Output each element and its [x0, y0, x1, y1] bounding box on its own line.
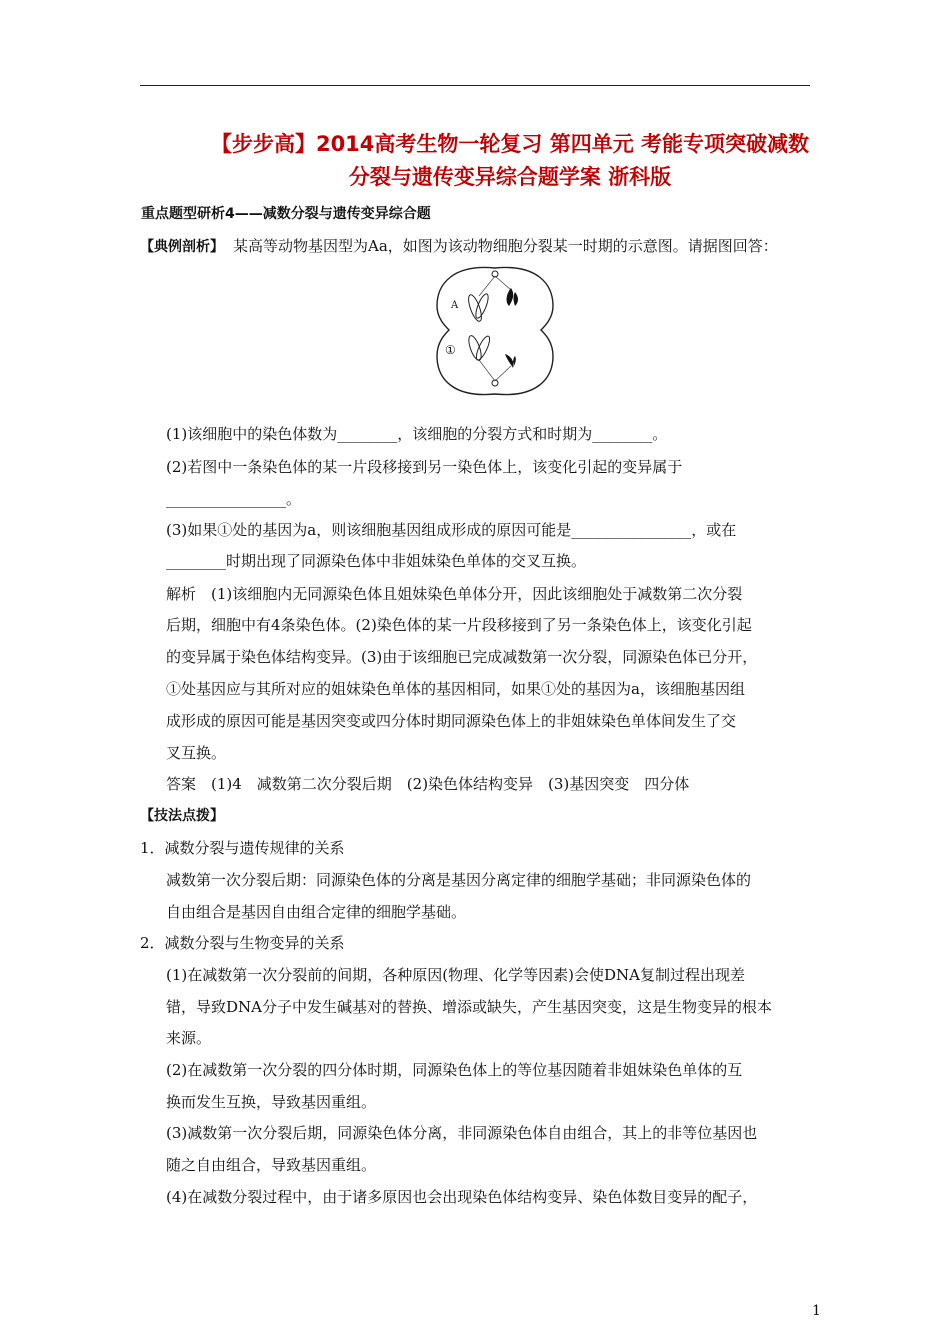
chromatid-light-bottom-2: [474, 335, 492, 362]
answer-line: 答案 (1)4 减数第二次分裂后期 (2)染色体结构变异 (3)基因突变 四分体: [166, 775, 690, 793]
question-3-line-1: (3)如果①处的基因为a，则该细胞基因组成形成的原因可能是________________，或在: [166, 521, 737, 539]
example-label: 【典例剖析】: [140, 239, 224, 255]
question-3-line-2: ________时期出现了同源染色体中非姐妹染色单体的交叉互换。: [166, 552, 587, 570]
title-line-2: 分裂与遗传变异综合题学案 浙科版: [348, 165, 672, 189]
chromatid-dark-bottom: [505, 354, 516, 368]
tips-section-2-title: 2．减数分裂与生物变异的关系: [140, 934, 345, 952]
page-number: 1: [812, 1303, 821, 1319]
tips-section-2-line-3: 来源。: [166, 1029, 212, 1047]
tips-section-2-line-4: (2)在减数第一次分裂的四分体时期，同源染色体上的等位基因随着非姐妹染色单体的互: [166, 1061, 743, 1079]
tips-section-1-line-1: 减数第一次分裂后期：同源染色体的分离是基因分离定律的细胞学基础；非同源染色体的: [166, 871, 752, 889]
analysis-line-6: 叉互换。: [166, 744, 227, 762]
spindle-fibers-top: [479, 276, 511, 296]
tips-section-2-line-6: (3)减数第一次分裂后期，同源染色体分离，非同源染色体自由组合，其上的非等位基因也: [166, 1124, 758, 1142]
cell-membrane: [437, 267, 553, 394]
example-intro: 某高等动物基因型为Aa，如图为该动物细胞分裂某一时期的示意图。请据图回答：: [233, 237, 778, 255]
tips-section-2-line-8: (4)在减数分裂过程中，由于诸多原因也会出现染色体结构变异、染色体数目变异的配子，: [166, 1188, 758, 1206]
gene-label-A: A: [451, 300, 459, 311]
tips-section-2-line-7: 随之自由组合，导致基因重组。: [166, 1156, 377, 1174]
chromatid-dark-top: [507, 288, 518, 306]
analysis-line-1: 解析 (1)该细胞内无同源染色体且姐妹染色单体分开，因此该细胞处于减数第二次分裂: [166, 585, 743, 603]
tips-section-1-title: 1．减数分裂与遗传规律的关系: [140, 839, 345, 857]
analysis-line-5: 成形成的原因可能是基因突变或四分体时期同源染色体上的非姐妹染色单体间发生了交: [166, 712, 737, 730]
tips-section-2-line-5: 换而发生互换，导致基因重组。: [166, 1093, 377, 1111]
analysis-line-4: ①处基因应与其所对应的姐妹染色单体的基因相同，如果①处的基因为a，该细胞基因组: [166, 680, 745, 698]
analysis-line-2: 后期，细胞中有4条染色体。(2)染色体的某一片段移接到了另一条染色体上，该变化引起: [166, 616, 752, 634]
question-2-line-1: (2)若图中一条染色体的某一片段移接到另一染色体上，该变化引起的变异属于: [166, 458, 683, 476]
tips-section-2-line-1: (1)在减数第一次分裂前的间期，各种原因(物理、化学等因素)会使DNA复制过程出现差: [166, 966, 745, 984]
analysis-line-3: 的变异属于染色体结构变异。(3)由于该细胞已完成减数第一次分裂，同源染色体已分开，: [166, 648, 758, 666]
spindle-fibers-bottom: [479, 360, 511, 381]
section-subhead: 重点题型研析4——减数分裂与遗传变异综合题: [141, 206, 431, 222]
question-1: (1)该细胞中的染色体数为________，该细胞的分裂方式和时期为________。: [166, 425, 668, 443]
chromatid-light-top-2: [473, 292, 490, 319]
question-2-line-2: ________________。: [166, 490, 302, 508]
tips-section-2-line-2: 错，导致DNA分子中发生碱基对的替换、增添或缺失，产生基因突变，这是生物变异的根本: [166, 998, 772, 1016]
marker-label-1: ①: [445, 343, 456, 357]
title-line-1: 【步步高】2014高考生物一轮复习 第四单元 考能专项突破减数: [210, 132, 810, 156]
tips-section-1-line-2: 自由组合是基因自由组合定律的细胞学基础。: [166, 903, 467, 921]
header-rule: [140, 85, 810, 86]
tips-label: 【技法点拨】: [140, 808, 224, 824]
document-title: [140, 128, 880, 194]
cell-division-diagram: [435, 262, 555, 398]
